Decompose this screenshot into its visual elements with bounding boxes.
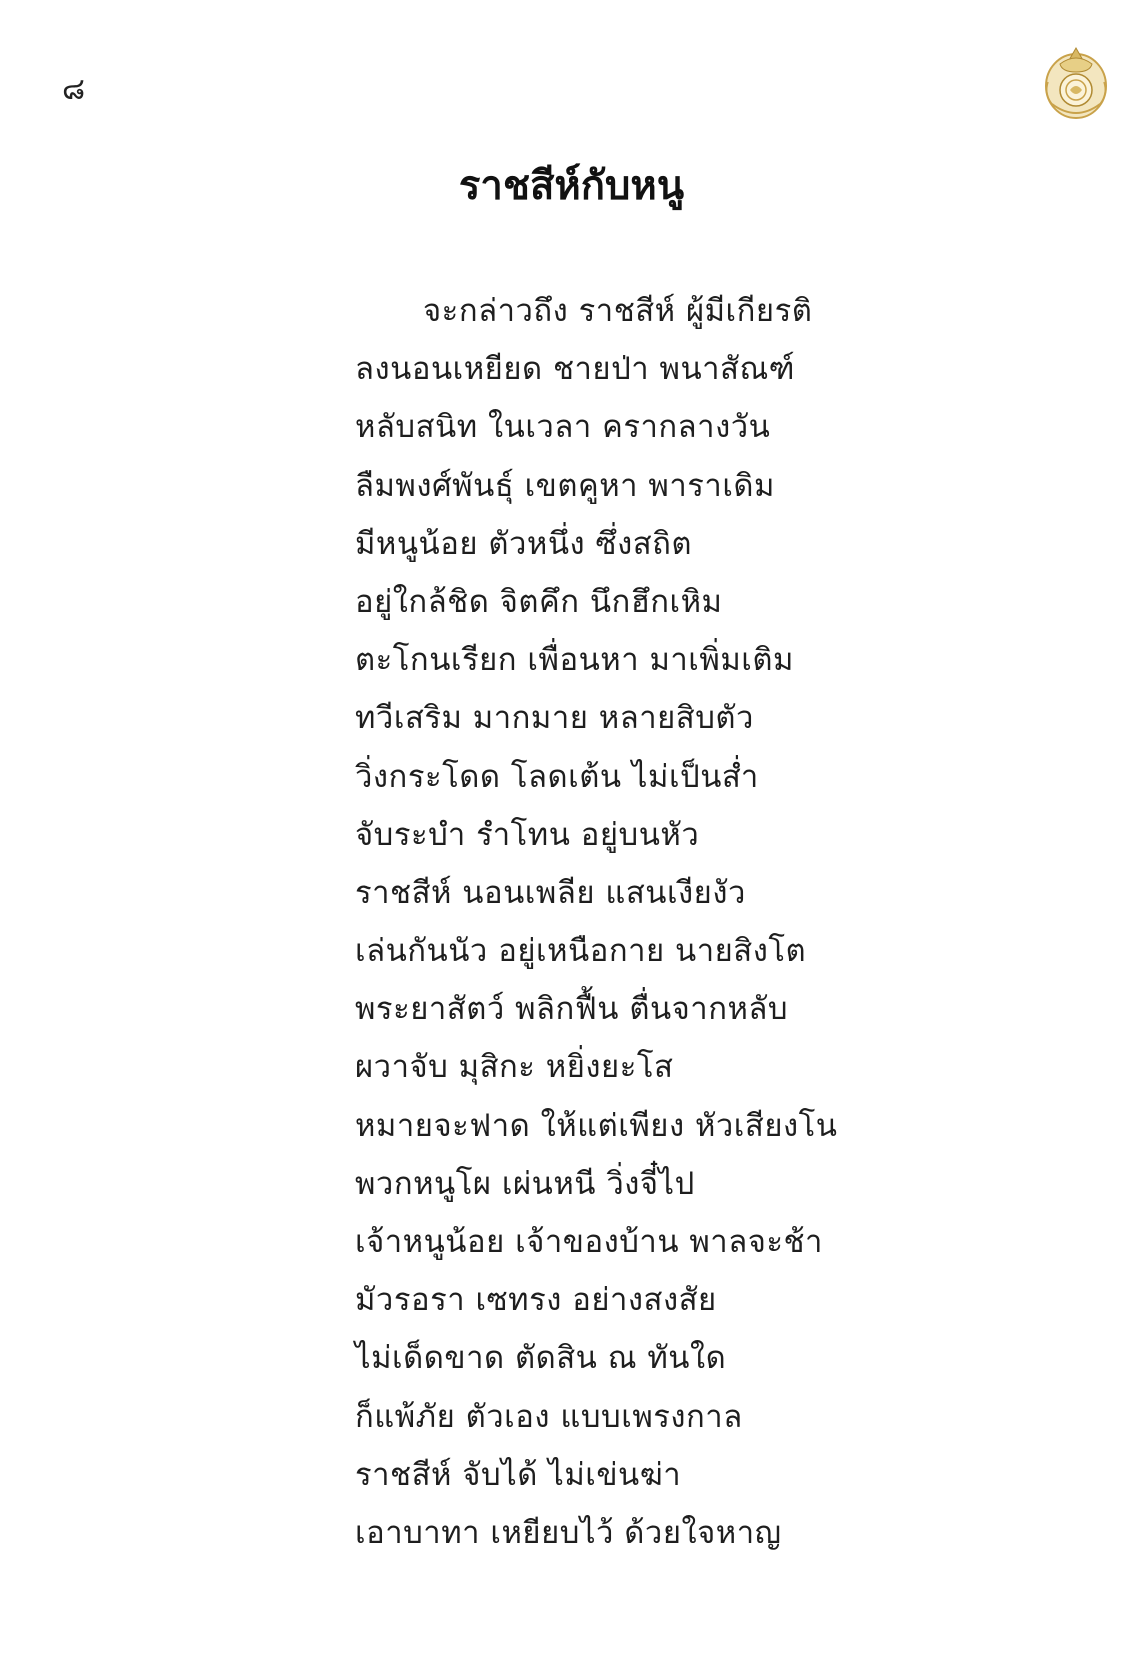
poem-line: หมายจะฟาด ให้แต่เพียง หัวเสียงโน <box>355 1107 838 1144</box>
poem-line: ผวาจับ มุสิกะ หยิ่งยะโส <box>355 1049 674 1086</box>
poem-line: พวกหนูโผ เผ่นหนี วิ่งจี๋ไป <box>355 1165 695 1202</box>
poem-line: ไม่เด็ดขาด ตัดสิน ณ ทันใด <box>355 1340 727 1377</box>
poem-line: พระยาสัตว์ พลิกฟื้น ตื่นจากหลับ <box>355 991 789 1028</box>
poem-line: ลืมพงศ์พันธุ์ เขตคูหา พาราเดิม <box>355 467 775 504</box>
poem-line: จะกล่าวถึง ราชสีห์ ผู้มีเกียรติ <box>423 293 813 329</box>
page-number: ๘ <box>62 72 86 107</box>
poem-line: วิ่งกระโดด โลดเต้น ไม่เป็นส่ำ <box>355 758 759 795</box>
poem-body <box>355 282 837 1562</box>
poem-line: ราชสีห์ จับได้ ไม่เข่นฆ่า <box>355 1456 682 1493</box>
poem-line: หลับสนิท ในเวลา ครากลางวัน <box>355 409 771 446</box>
poem-title: ราชสีห์กับหนู <box>458 162 685 209</box>
poem-line: จับระบำ รำโทน อยู่บนหัว <box>355 816 700 853</box>
poem-line: เอาบาทา เหยียบไว้ ด้วยใจหาญ <box>355 1514 782 1551</box>
poem-line: อยู่ใกล้ชิด จิตคึก นึกฮึกเหิม <box>355 583 723 620</box>
poem-line: เล่นกันนัว อยู่เหนือกาย นายสิงโต <box>355 933 807 970</box>
poem-line: มีหนูน้อย ตัวหนึ่ง ซึ่งสถิต <box>355 525 693 562</box>
poem-line: ก็แพ้ภัย ตัวเอง แบบเพรงกาล <box>355 1398 743 1435</box>
poem-line: ลงนอนเหยียด ชายป่า พนาสัณฑ์ <box>355 351 795 388</box>
poem-line: มัวรอรา เซทรง อย่างสงสัย <box>355 1282 717 1319</box>
poem-line: ทวีเสริม มากมาย หลายสิบตัว <box>355 700 754 737</box>
poem-line: ราชสีห์ นอนเพลีย แสนเงียงัว <box>355 874 746 911</box>
poem-line: เจ้าหนูน้อย เจ้าของบ้าน พาลจะช้า <box>355 1224 823 1260</box>
poem-line: ตะโกนเรียก เพื่อนหา มาเพิ่มเติม <box>355 642 794 679</box>
school-emblem-icon <box>1040 42 1112 122</box>
